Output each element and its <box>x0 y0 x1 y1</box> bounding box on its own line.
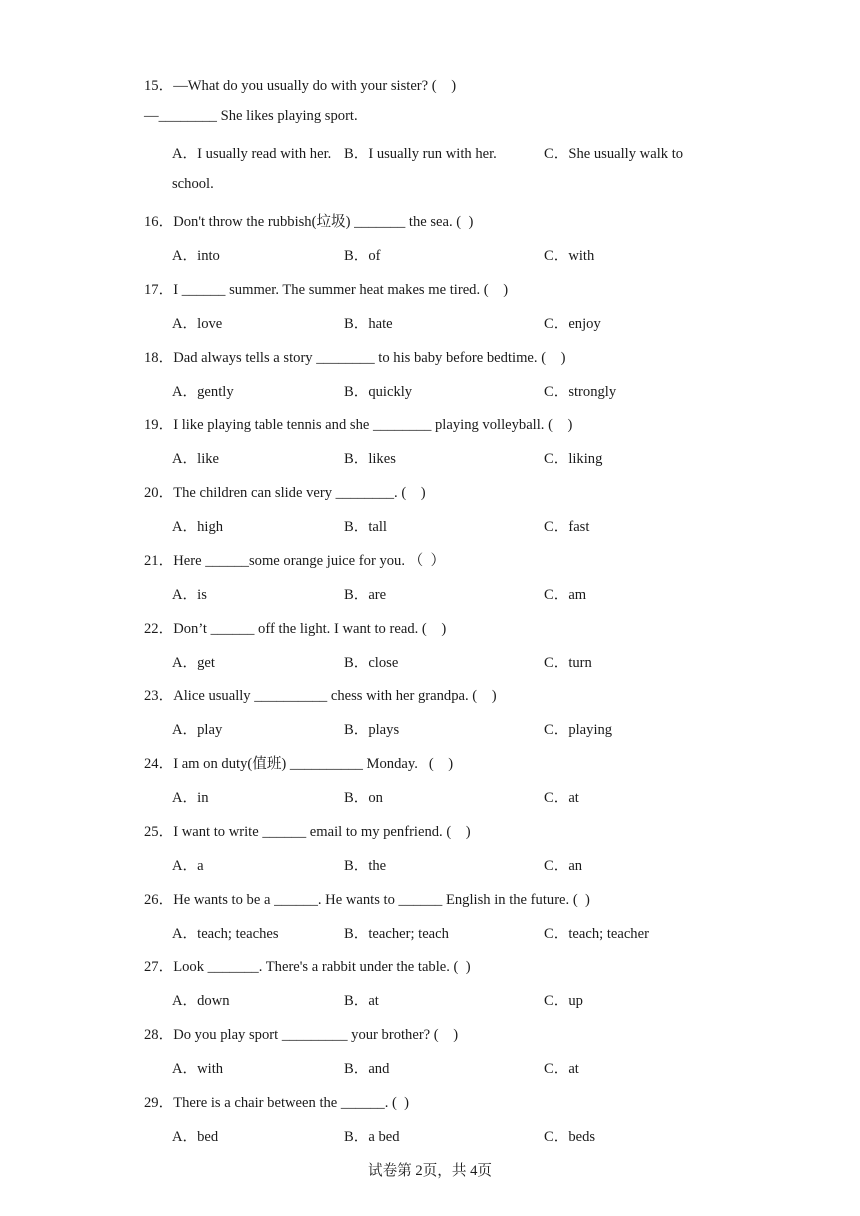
question-stem: 28．Do you play sport _________ your brother? ( ) <box>144 1027 459 1043</box>
question-option-a: A．in <box>172 790 209 806</box>
question-stem: 19．I like playing table tennis and she ________ playing volleyball. ( ) <box>144 417 573 434</box>
question-option-a: A．high <box>172 519 224 535</box>
question-option-b: B．close <box>344 654 399 671</box>
question-option-c: C．fast <box>544 519 590 535</box>
question-option-b: B．on <box>344 790 383 806</box>
question-15-option-b: B．I usually run with her. <box>344 146 497 162</box>
question-option-c: C．turn <box>544 654 592 671</box>
question-stem: 17．I ______ summer. The summer heat makes me tired. ( ) <box>144 281 509 298</box>
question-option-b: B．a bed <box>344 1128 400 1145</box>
question-option-b: B．tall <box>344 519 387 535</box>
question-option-c: C．teach; teacher <box>544 925 649 942</box>
question-option-a: A．into <box>172 248 220 264</box>
question-15-reply: —________ She likes playing sport. <box>144 108 358 124</box>
question-option-c: C．strongly <box>544 383 617 400</box>
question-15-option-c: C．She usually walk to <box>544 146 684 162</box>
question-option-c: C．up <box>544 993 583 1010</box>
question-option-c: C．an <box>544 857 583 874</box>
page-footer: 试卷第 2页，共 4页 <box>367 1163 493 1179</box>
question-option-a: A．down <box>172 993 230 1010</box>
question-option-a: A．play <box>172 722 223 739</box>
question-option-a: A．teach; teaches <box>172 925 279 942</box>
question-option-b: B．and <box>344 1061 390 1077</box>
question-option-c: C．enjoy <box>544 315 601 332</box>
question-option-b: B．at <box>344 993 379 1010</box>
question-option-c: C．playing <box>544 722 613 739</box>
question-option-b: B．the <box>344 857 387 874</box>
question-stem: 27．Look _______. There's a rabbit under the table. ( ) <box>144 959 471 976</box>
question-option-a: A．gently <box>172 383 234 400</box>
question-option-a: A．with <box>172 1061 224 1077</box>
question-option-c: C．am <box>544 586 587 603</box>
question-option-a: A．love <box>172 315 223 332</box>
question-option-c: C．at <box>544 1061 579 1077</box>
question-option-b: B．hate <box>344 315 393 332</box>
question-option-b: B．quickly <box>344 383 413 400</box>
question-stem: 25．I want to write ______ email to my penfriend. ( ) <box>144 823 471 840</box>
question-option-b: B．plays <box>344 722 400 739</box>
question-option-a: A．a <box>172 857 204 874</box>
question-stem: 29．There is a chair between the ______. ( ) <box>144 1094 410 1111</box>
question-stem: 23．Alice usually __________ chess with her grandpa. ( ) <box>144 688 497 705</box>
question-option-b: B．are <box>344 586 387 603</box>
question-stem: 21．Here ______some orange juice for you. （ ） <box>144 552 446 569</box>
question-15-option-a: A．I usually read with her. <box>172 146 332 162</box>
question-option-c: C．beds <box>544 1128 596 1145</box>
question-stem: 22．Don’t ______ off the light. I want to read. ( ) <box>144 620 447 637</box>
question-15-option-c-continued: school. <box>172 176 214 192</box>
question-option-a: A．is <box>172 586 207 603</box>
question-option-a: A．get <box>172 654 215 671</box>
question-15-stem: 15．—What do you usually do with your sister? ( ) <box>144 78 457 94</box>
question-option-b: B．teacher; teach <box>344 925 449 942</box>
question-stem: 18．Dad always tells a story ________ to his baby before bedtime. ( ) <box>144 349 566 366</box>
question-option-c: C．liking <box>544 451 603 468</box>
question-option-a: A．like <box>172 451 220 468</box>
question-option-b: B．likes <box>344 451 396 468</box>
question-option-a: A．bed <box>172 1128 219 1145</box>
question-option-b: B．of <box>344 248 381 264</box>
question-option-c: C．at <box>544 790 579 806</box>
question-option-c: C．with <box>544 248 595 264</box>
question-stem: 26．He wants to be a ______. He wants to ______ English in the future. ( ) <box>144 891 590 908</box>
question-stem: 20．The children can slide very ________. ( ) <box>144 485 426 501</box>
question-stem: 16．Don't throw the rubbish(垃圾) _______ the sea. ( ) <box>144 214 474 230</box>
question-stem: 24．I am on duty(值班) __________ Monday. ( ) <box>144 756 454 772</box>
